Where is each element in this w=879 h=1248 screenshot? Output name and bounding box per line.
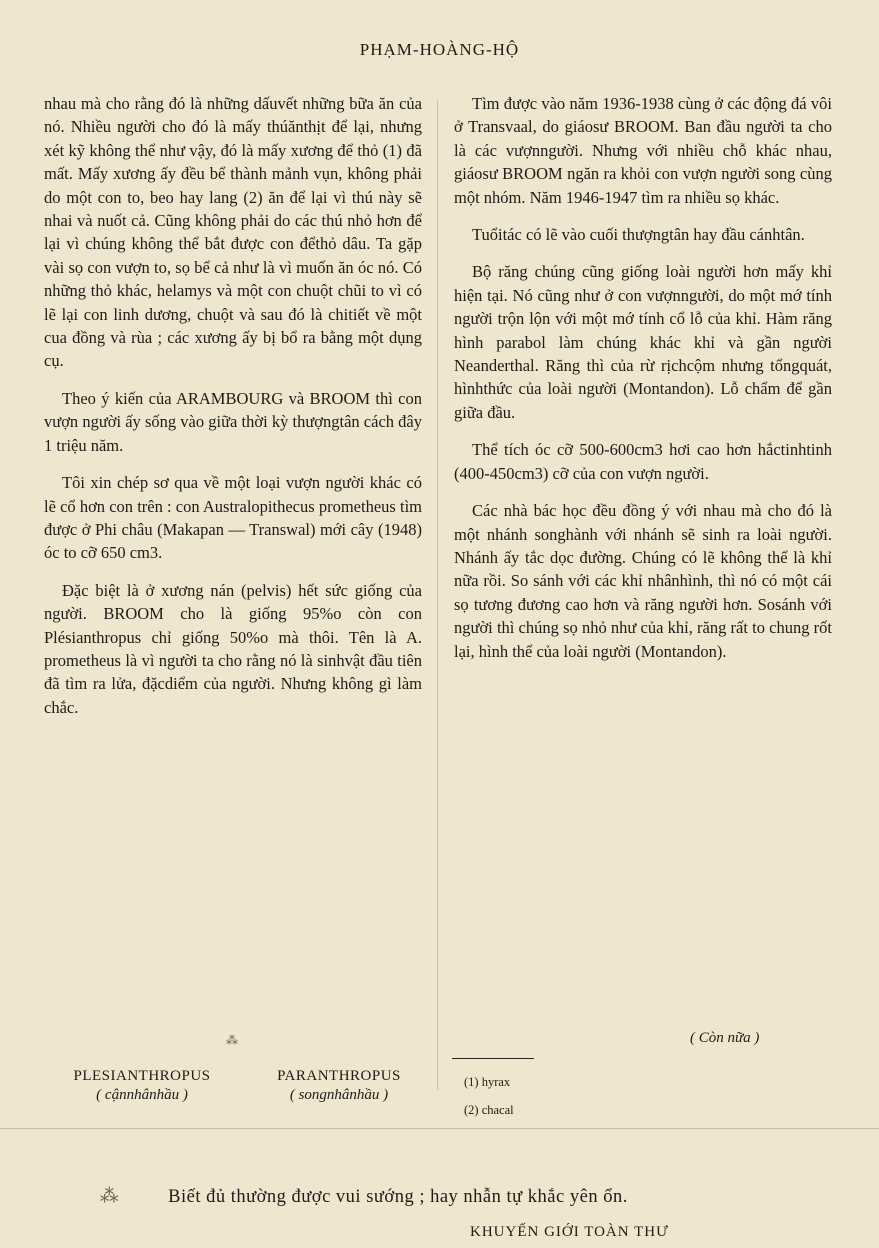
continued-note: ( Còn nữa ) xyxy=(690,1030,760,1046)
quote-asterism: ⁂ xyxy=(100,1187,119,1207)
figure-label-plesianthropus xyxy=(42,1068,242,1104)
left-column xyxy=(44,92,422,733)
footnote-1: (1) hyrax xyxy=(464,1075,511,1089)
closing-quote xyxy=(100,1186,830,1208)
right-column xyxy=(454,92,832,677)
footnote-rule xyxy=(452,1058,534,1059)
quote-text: Biết đủ thường được vui sướng ; hay nhẫn tự khắc yên ổn. xyxy=(168,1187,628,1207)
page-header: PHẠM-HOÀNG-HỘ xyxy=(359,40,520,59)
figure-subtitle: ( songnhânhầu ) xyxy=(289,1087,389,1103)
right-paragraph-1: Tìm được vào năm 1936-1938 cùng ở các động đá vôi ở Transvaal, do giáosư BROOM. Ban đầu người ta cho là các vượnngười. Nhưng với nhiều chỗ khác nhau, giáosư BROOM ngăn ra khỏi con vượn người song cùng một nhóm. Năm 1946-1947 tìm ra nhiều sọ khác. xyxy=(454,94,832,207)
right-paragraph-4: Thể tích óc cỡ 500-600cm3 hơi cao hơn hắctinhtinh (400-450cm3) cỡ của con vượn người. xyxy=(454,440,832,483)
footnote-2: (2) chacal xyxy=(464,1103,514,1117)
figure-name: PARANTHROPUS xyxy=(277,1068,401,1084)
right-paragraph-5: Các nhà bác học đều đồng ý với nhau mà cho đó là một nhánh songhành với nhánh sẽ sinh ra loài người. Nhánh ấy tắc dọc đường. Chúng có lẽ không thể là khỉ nữa rồi. So sánh với các khỉ nhânhình, thì nó có một cái sọ tương đương cao hơn và răng người hơn. Sosánh với người thì chúng sọ nhỏ như của khỉ, răng rất to chung rốt lại, hình thể của loài người (Montandon). xyxy=(454,501,832,661)
figure-label-paranthropus xyxy=(254,1068,424,1104)
figure-name: PLESIANTHROPUS xyxy=(73,1068,211,1084)
footnotes xyxy=(464,1068,514,1124)
asterism-mark: ⁂ xyxy=(226,1033,238,1047)
left-paragraph-3: Tôi xin chép sơ qua về một loại vượn người khác có lẽ cổ hơn con trên : con Australopithecus prometheus tìm được ở Phi châu (Makapan — Transwal) mới cây (1948) óc to cỡ 650 cm3. xyxy=(44,473,422,563)
column-divider xyxy=(437,100,438,1090)
left-paragraph-4: Đặc biệt là ở xương nán (pelvis) hết sức giống của người. BROOM cho là giống 95%o còn con Plésianthropus chỉ giống 50%o mà thôi. Tên là A. prometheus là vì người ta cho rằng nó là sinhvật đầu tiên đã tìm ra lửa, đặcdiểm của người. Nhưng không gì làm chắc. xyxy=(44,580,422,717)
section-divider xyxy=(0,1128,879,1129)
quote-source: KHUYẾN GIỚI TOÀN THƯ xyxy=(470,1224,669,1240)
figure-subtitle: ( cậnnhânhầu ) xyxy=(96,1087,188,1103)
left-paragraph-1: nhau mà cho rằng đó là những dấuvết những bữa ăn của nó. Nhiều người cho đó là mấy thúănthịt để lại, nhưng xét kỹ không thể như vậy, đó là mấy xương để thỏ (1) đã mất. Mấy xương ấy đều bể thành mảnh vụn, không phải do một con to, beo hay lang (2) ăn để lại vì thú này sẽ nhai và nuốt cả. Cũng không phải do các thú nhỏ hơn để lại vì chúng không thể bắt được con đểthỏ dâu. Ta gặp vài sọ con vượn to, sọ bể cả như là vì muốn ăn óc nó. Có những thỏ khác, helamys và một con chuột chũi to vì có lẽ lại con linh dương, chuột và sau đó là chitiết về một cua đồng và rùa ; các xương ấy bị bổ ra bằng một dụng cụ. xyxy=(44,94,422,371)
right-paragraph-3: Bộ răng chúng cũng giống loài người hơn mấy khỉ hiện tại. Nó cũng như ở con vượnngười, do một mớ tính người trộn lộn với một mớ tính cổ lỗ của khỉ. Hàm răng hình parabol làm chúng khác khỉ và gần người Neanderthal. Răng thì của rừ rịchcộm nhưng tổngquát, hìnhthức của loài người (Montandon). Lỗ chẩm để gần giữa đầu. xyxy=(454,262,832,422)
right-paragraph-2: Tuổitác có lẽ vào cuối thượngtân hay đầu cánhtân. xyxy=(472,225,805,245)
left-paragraph-2: Theo ý kiến của ARAMBOURG và BROOM thì con vượn người ấy sống vào giữa thời kỳ thượngtân cách đây 1 triệu năm. xyxy=(44,388,422,455)
